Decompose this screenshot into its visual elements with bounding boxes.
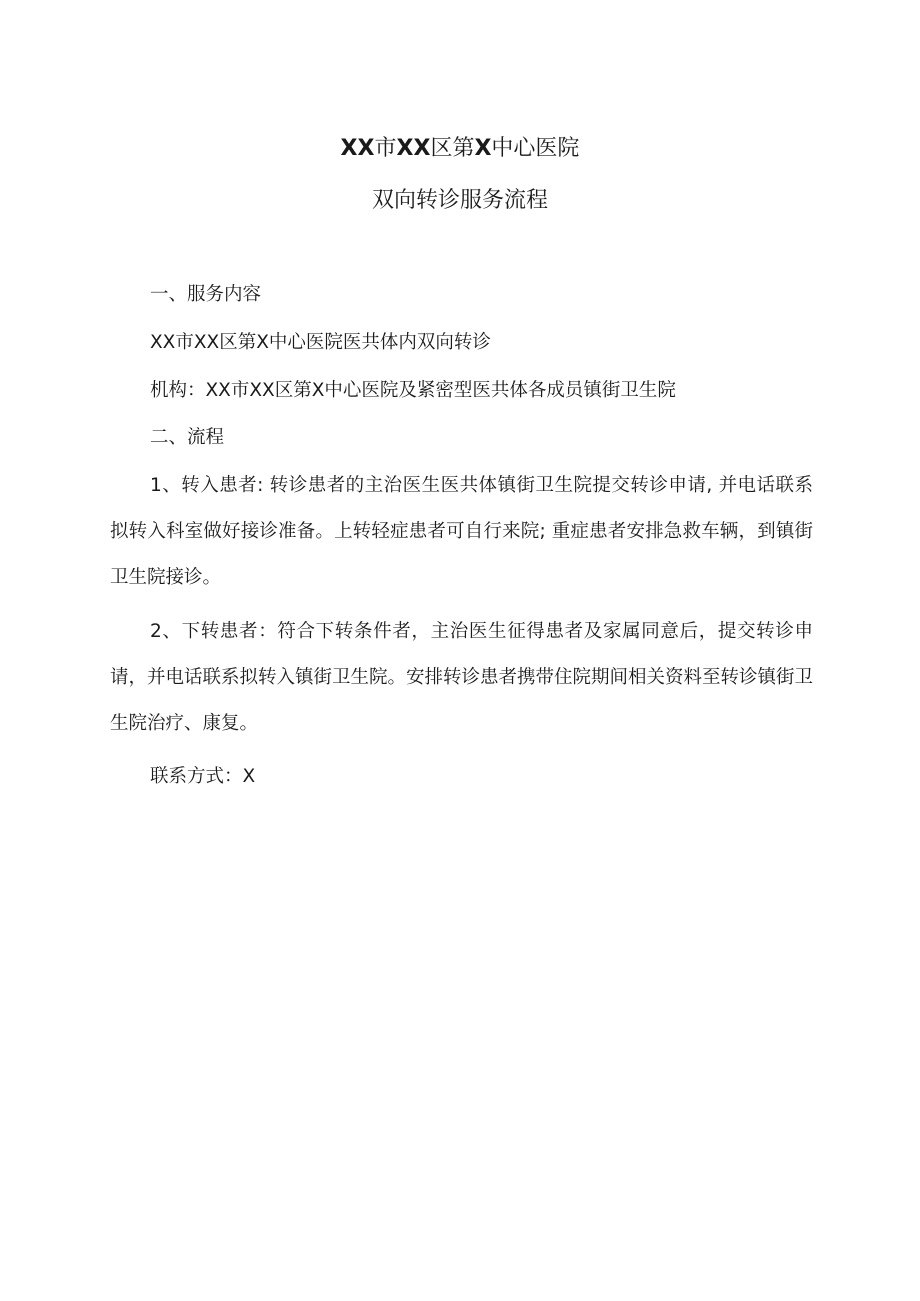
title-city-code: XX [340,136,375,161]
service-scope-text: XX市XX区第X中心医院医共体内双向转诊 [150,332,491,353]
title-city: 市 [374,136,397,161]
title-district: 区第 [430,136,475,161]
step-transfer-in-paragraph: 1、转入患者: 转诊患者的主治医生医共体镇街卫生院提交转诊申请, 并电话联系拟转入科室做好接诊准备。上转轻症患者可自行来院; 重症患者安排急救车辆，到镇街卫生院接诊。 [110,475,813,588]
title-hospital-number: X [474,136,492,161]
title-hospital: 中心医院 [491,136,580,161]
section-heading-service-content: 一、服务内容 [150,284,262,305]
section-heading-process: 二、流程 [150,427,225,448]
document-title [0,134,920,164]
step-transfer-out-paragraph: 2、下转患者：符合下转条件者，主治医生征得患者及家属同意后，提交转诊申请，并电话联系拟转入镇街卫生院。安排转诊患者携带住院期间相关资料至转诊镇街卫生院治疗、康复。 [110,621,814,734]
institution-text: 机构：XX市XX区第X中心医院及紧密型医共体各成员镇街卫生院 [150,380,676,401]
contact-info-text: 联系方式：X [150,766,256,787]
document-subtitle: 双向转诊服务流程 [371,188,548,213]
title-district-code: XX [396,136,431,161]
